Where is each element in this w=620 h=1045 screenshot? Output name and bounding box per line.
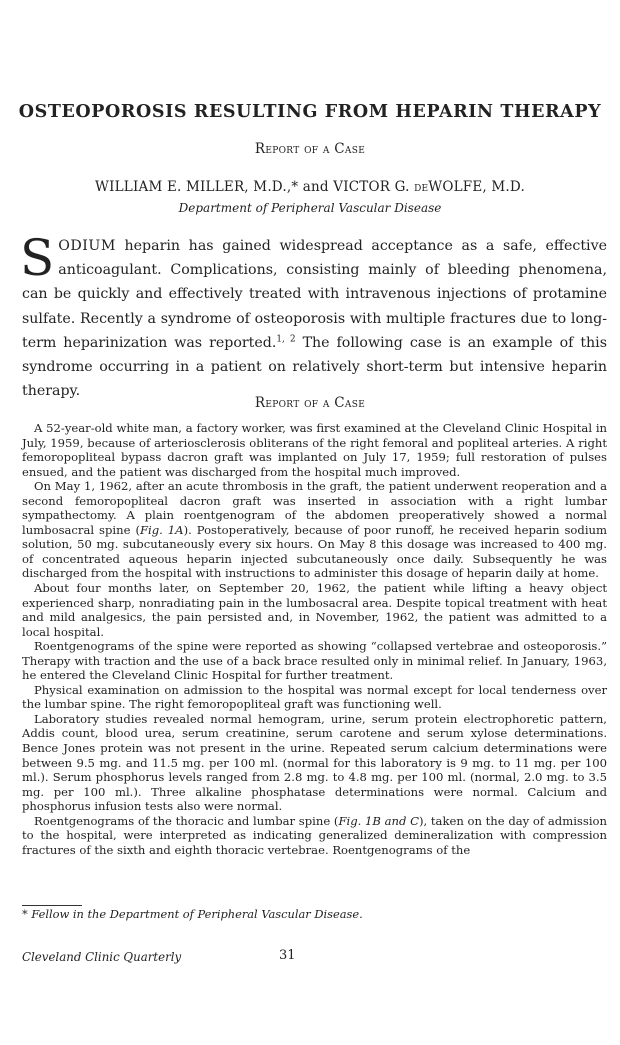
body-paragraph-1: A 52-year-old white man, a factory worker, was first examined at the Cleveland Clinic Hospital in July, 1959, because of arteriosclerosis obliterans of the right femoral and popliteal arteries. A right femoropopliteal bypass dacron graft was implanted on July 17, 1959; full restoration of pulses ensued, and the patient was discharged from the hospital much improved. [22, 421, 607, 479]
reference-superscript: 1, 2 [276, 334, 296, 345]
author-names: WILLIAM E. MILLER, M.D.,* and VICTOR G. [95, 179, 410, 195]
drop-cap: S [20, 229, 55, 287]
figure-reference: Fig. 1B and C [338, 813, 419, 828]
section-heading: Report of a Case [254, 395, 366, 411]
intro-paragraph [20, 229, 608, 403]
department-line: Department of Peripheral Vascular Disease [178, 201, 442, 215]
journal-name: Cleveland Clinic Quarterly [22, 950, 182, 964]
intro-text-2: The following case is an example of this syndrome occurring in a patient on relatively short-term but intensive heparin therapy. [22, 334, 608, 400]
body-paragraph-7 [22, 814, 607, 858]
author-name-particle: de [414, 179, 429, 195]
body-text: On May 1, 1962, after an acute thrombosis in the graft, the patient underwent reoperation and a second femoropopliteal dacron graft was inserted in association with a right lumbar sympathectomy. A plain roentgenogram of the abdomen preoperatively showed a normal lumbosacral spine ( [22, 479, 607, 537]
body-paragraph-5: Physical examination on admission to the hospital was normal except for local tenderness over the lumbar spine. The right femoropopliteal graft was functioning well. [22, 682, 607, 712]
intro-lead-caps: ODIUM [58, 238, 116, 254]
body-paragraph-3: About four months later, on September 20, 1962, the patient while lifting a heavy object experienced sharp, nonradiating pain in the lumbosacral area. Despite topical treatment with heat and mild analgesics, the pain persisted and, in November, 1962, the patient was admitted to a local hospital. [22, 581, 607, 639]
body-paragraph-6: Laboratory studies revealed normal hemogram, urine, serum protein electrophoretic pattern, Addis count, blood urea, serum creatinine, serum carotene and serum xylose determinations. Bence Jones protein was not present in the urine. Repeated serum calcium determinations were between 9.5 mg. and 11.5 mg. per 100 ml. (normal for this laboratory is 9 mg. to 11 mg. per 100 ml.). Serum phosphorus levels ranged from 2.8 mg. to 4.8 mg. per 100 ml. (normal, 2.0 mg. to 3.5 mg. per 100 ml.). Three alkaline phosphatase determinations were normal. Calcium and phosphorus infusion tests also were normal. [22, 711, 607, 814]
case-report-body [22, 421, 607, 857]
body-paragraph-4: Roentgenograms of the spine were reported as showing “collapsed vertebrae and osteoporosis.” Therapy with traction and the use of a back brace resulted only in minimal relief. In January, 1963, he entered the Cleveland Clinic Hospital for further treatment. [22, 639, 607, 683]
article-subtitle: Report of a Case [254, 141, 366, 157]
body-paragraph-2 [22, 479, 607, 581]
body-text: ). Postoperatively, because of poor runoff, he received heparin sodium solution, 50 mg. subcutaneously every six hours. On May 8 this dosage was increased to 400 mg. of concentrated aqueous heparin injected subcutaneously once daily. Subsequently he was discharged from the hospital with instructions to administer this dosage of heparin daily at home. [22, 522, 608, 581]
page-number: 31 [279, 948, 296, 963]
figure-reference: Fig. 1A [139, 522, 184, 537]
intro-text-1: heparin has gained widespread acceptance as a safe, effective anticoagulant. Complications, consisting mainly of bleeding phenomena, can be quickly and effectively treated with intravenous injections of protamine sulfate. Recently a syndrome of osteoporosis with multiple fractures due to long-term heparinization was reported. [22, 238, 607, 351]
author-name-rest: WOLFE, M.D. [428, 179, 525, 195]
footnote-divider [22, 905, 82, 906]
footnote: * Fellow in the Department of Peripheral Vascular Disease. [22, 907, 363, 921]
author-line [0, 179, 620, 195]
body-text: ), taken on the day of admission to the hospital, were interpreted as indicating generalized demineralization with compression fractures of the sixth and eighth thoracic vertebrae. Roentgenograms of the [22, 813, 607, 857]
article-title: OSTEOPOROSIS RESULTING FROM HEPARIN THERAPY [18, 102, 602, 122]
body-text: Roentgenograms of the thoracic and lumbar spine ( [34, 813, 339, 828]
